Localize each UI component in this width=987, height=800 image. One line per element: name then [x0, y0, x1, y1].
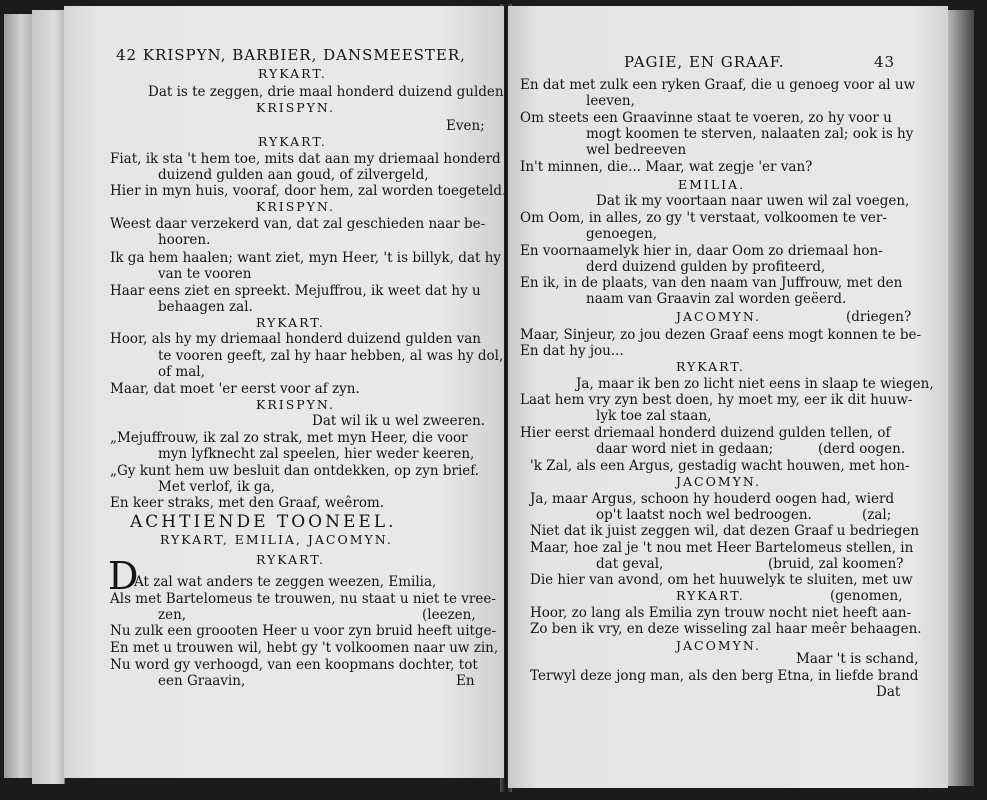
text-line: (bruid, zal koomen? [768, 556, 904, 572]
text-line: Hier in myn huis, vooraf, door hem, zal worden toegeteld. [110, 183, 507, 199]
text-line: duizend gulden aan goud, of zilvergeld, [158, 167, 429, 183]
text-line: At zal wat anders te zeggen weezen, Emilia, [134, 574, 437, 590]
text-line: dat geval, [596, 556, 664, 572]
text-line: Met verlof, ik ga, [158, 479, 275, 495]
text-line: Zo ben ik vry, en deze wisseling zal haar meêr behaagen. [530, 621, 922, 637]
text-line: behaagen zal. [158, 299, 253, 315]
text-line: En met u trouwen wil, hebt gy 't volkoomen naar uw zin, [110, 640, 499, 656]
running-header-right: PAGIE, EN GRAAF. [624, 53, 785, 71]
text-line: of mal, [158, 364, 205, 380]
speaker-label: EMILIA. [678, 177, 746, 192]
text-line: Hoor, zo lang als Emilia zyn trouw nocht niet heeft aan- [530, 605, 912, 621]
speaker-label: RYKART. [676, 588, 745, 603]
text-line: leeven, [586, 93, 635, 109]
speaker-label: RYKART. [256, 315, 325, 330]
text-line: lyk toe zal staan, [596, 408, 712, 424]
text-line: derd duizend gulden by profiteerd, [586, 259, 826, 275]
speaker-label: RYKART. [676, 359, 745, 374]
text-line: Terwyl deze jong man, als den berg Etna, in liefde brand [530, 668, 919, 684]
text-line: En voornaamelyk hier in, daar Oom zo driemaal hon- [520, 243, 883, 259]
text-line: Niet dat ik juist zeggen wil, dat dezen Graaf u bedriegen [530, 523, 920, 539]
text-line: Die hier van avond, om het huuwelyk te sluiten, met uw [530, 572, 913, 588]
text-line: mogt koomen te sterven, nalaaten zal; ook is hy [586, 126, 914, 142]
text-line: Maar, dat moet 'er eerst voor af zyn. [110, 381, 360, 397]
text-line: (derd oogen. [818, 441, 906, 457]
text-line: hooren. [158, 232, 211, 248]
speaker-label: RYKART. [258, 66, 327, 81]
text-line: Hoor, als hy my driemaal honderd duizend gulden van [110, 331, 481, 347]
text-line: Weest daar verzekerd van, dat zal geschieden naar be- [110, 216, 486, 232]
text-line: (zal; [862, 507, 892, 523]
text-line: Maar, Sinjeur, zo jou dezen Graaf eens mogt konnen te be- [520, 327, 922, 343]
text-line: Nu word gy verhoogd, van een koopmans dochter, tot [110, 657, 478, 673]
speaker-label: KRISPYN. [256, 100, 336, 115]
text-line: En dat hy jou... [520, 343, 624, 359]
speaker-label: JACOMYN. [676, 638, 762, 653]
text-line: En dat met zulk een ryken Graaf, die u genoeg voor al uw [520, 77, 916, 93]
book-edge-right [948, 10, 974, 786]
text-line: Ik ga hem haalen; want ziet, myn Heer, 't is billyk, dat hy [110, 250, 502, 266]
text-line: Nu zulk een groooten Heer u voor zyn bruid heeft uitge- [110, 623, 497, 639]
text-line: (leezen, [422, 607, 476, 623]
text-line: En keer straks, met den Graaf, weêrom. [110, 495, 385, 511]
text-line: Laat hem vry zyn best doen, hy moet my, eer ik dit huuw- [520, 392, 913, 408]
text-line: Ja, maar Argus, schoon hy houderd oogen had, wierd [530, 491, 895, 507]
text-line: 'k Zal, als een Argus, gestadig wacht houwen, met hon- [530, 458, 910, 474]
text-line: Hier eerst driemaal honderd duizend gulden tellen, of [520, 425, 891, 441]
text-line: daar word niet in gedaan; [596, 441, 774, 457]
text-line: myn lyfknecht zal speelen, hier weder keeren, [158, 446, 475, 462]
text-line: zen, [158, 607, 187, 623]
text-line: Maar 't is schand, [796, 651, 919, 667]
page-number-right: 43 [874, 53, 896, 71]
text-line: te vooren geeft, zal hy haar hebben, al was hy dol, [158, 348, 504, 364]
catchword: En [456, 673, 475, 689]
text-line: „Mejuffrouw, ik zal zo strak, met myn Heer, die voor [110, 430, 468, 446]
catchword: Dat [876, 684, 901, 700]
text-line: Om steets een Graavinne staat te voeren, zo hy voor u [520, 110, 892, 126]
text-line: „Gy kunt hem uw besluit dan ontdekken, op zyn brief. [110, 463, 480, 479]
running-header-left: 42 KRISPYN, BARBIER, DANSMEESTER, [116, 46, 466, 64]
text-line: En ik, in de plaats, van den naam van Juffrouw, met den [520, 275, 903, 291]
text-line: Maar, hoe zal je 't nou met Heer Bartelomeus stellen, in [530, 540, 914, 556]
speaker-label: KRISPYN. [256, 199, 336, 214]
speaker-label: JACOMYN. [676, 474, 762, 489]
text-line: een Graavin, [158, 673, 246, 689]
text-line: (genomen, [830, 588, 903, 604]
book-edge-left [4, 14, 33, 778]
speaker-label: JACOMYN. [676, 309, 762, 324]
text-line: In't minnen, die... Maar, wat zegje 'er van? [520, 159, 813, 175]
text-line: Dat is te zeggen, drie maal honderd duizend gulden. [148, 84, 508, 100]
text-line: genoegen, [586, 226, 658, 242]
text-line: Fiat, ik sta 't hem toe, mits dat aan my driemaal honderd [110, 151, 501, 167]
text-line: Ja, maar ik ben zo licht niet eens in slaap te wiegen, [576, 376, 934, 392]
text-line: naam van Graavin zal worden geëerd. [586, 291, 847, 307]
text-line: Dat ik my voortaan naar uwen wil zal voegen, [596, 193, 910, 209]
text-line: Even; [446, 118, 485, 134]
text-line: (driegen? [846, 309, 912, 325]
speaker-label: KRISPYN. [256, 397, 336, 412]
speaker-label: RYKART. [258, 134, 327, 149]
scene-heading: ACHTIENDE TOONEEL. [130, 512, 397, 532]
text-line: Haar eens ziet en spreekt. Mejuffrou, ik weet dat hy u [110, 283, 481, 299]
speaker-label: RYKART. [256, 552, 325, 567]
scene-characters: RYKART, EMILIA, JACOMYN. [160, 532, 393, 547]
text-line: Om Oom, in alles, zo gy 't verstaat, volkoomen te ver- [520, 210, 887, 226]
text-line: Dat wil ik u wel zweeren. [312, 413, 486, 429]
text-line: van te vooren [158, 266, 252, 282]
text-line: op't laatst noch wel bedroogen. [596, 507, 812, 523]
text-line: wel bedreeven [586, 142, 687, 158]
drop-cap: D [108, 554, 139, 598]
book-edge-left-inner [32, 10, 65, 784]
text-line: Als met Bartelomeus te trouwen, nu staat u niet te vree- [110, 591, 496, 607]
